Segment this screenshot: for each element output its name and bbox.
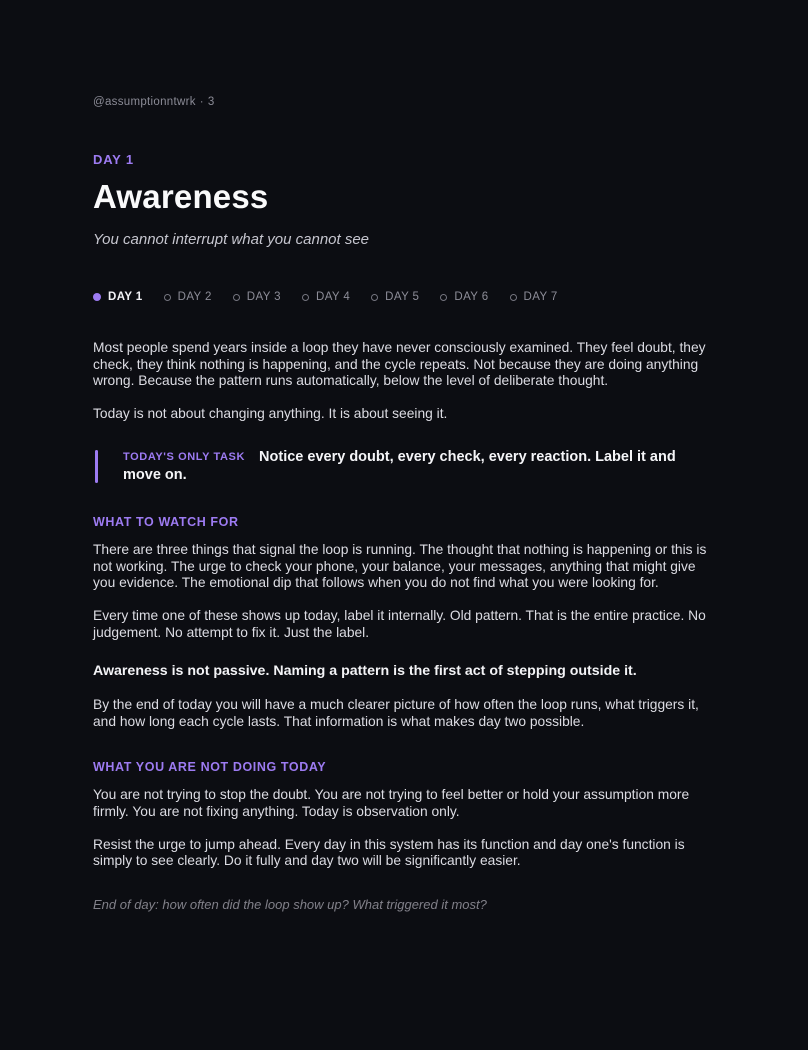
task-callout	[95, 448, 714, 485]
intro-paragraph-2: Today is not about changing anything. It is about seeing it.	[93, 406, 448, 422]
account-handle-row	[93, 96, 714, 108]
task-text	[98, 448, 714, 485]
day-dot-outline-icon	[440, 294, 447, 301]
watch-paragraph-1: There are three things that signal the loop is running. The thought that nothing is happening or this is not working. The urge to check your phone, your balance, your messages, anything that might give you evidence. The emotional dip that follows when you do not find what you were looking for.	[93, 541, 707, 591]
page-number: 3	[207, 96, 215, 108]
day-dot-filled-icon	[93, 293, 101, 301]
day-nav-label: DAY 3	[246, 291, 281, 303]
day-dot-outline-icon	[371, 294, 378, 301]
page-subtitle: You cannot interrupt what you cannot see	[93, 231, 370, 248]
day-nav-item-4[interactable]	[302, 291, 350, 303]
task-label: TODAY'S ONLY TASK	[123, 450, 246, 463]
day-dot-outline-icon	[233, 294, 240, 301]
emphasis-line: Awareness is not passive. Naming a pattern is the first act of stepping outside it.	[93, 663, 637, 680]
day-nav-label: DAY 5	[385, 291, 420, 303]
day-dot-outline-icon	[510, 294, 517, 301]
end-of-day-note: End of day: how often did the loop show up? What triggered it most?	[93, 897, 487, 913]
not-doing-paragraph-2: Resist the urge to jump ahead. Every day in this system has its function and day one's function is simply to see clearly. Do it fully and day two will be significantly easier.	[93, 836, 685, 869]
not-doing-paragraph-1: You are not trying to stop the doubt. You are not trying to feel better or hold your assumption more firmly. You are not fixing anything. Today is observation only.	[93, 787, 690, 820]
section-heading-watch: WHAT TO WATCH FOR	[93, 514, 239, 529]
day-nav-item-5[interactable]	[371, 291, 419, 303]
day-dot-outline-icon	[302, 294, 309, 301]
account-handle: @assumptionntwrk	[93, 96, 196, 108]
day-nav-item-2[interactable]	[164, 291, 212, 303]
day-nav-item-7[interactable]	[510, 291, 558, 303]
day-nav-label: DAY 4	[315, 291, 351, 303]
page-title: Awareness	[93, 178, 269, 215]
day-nav-item-6[interactable]	[440, 291, 488, 303]
day-dot-outline-icon	[164, 294, 171, 301]
day-nav-label: DAY 2	[177, 291, 212, 303]
section-heading-not-doing: WHAT YOU ARE NOT DOING TODAY	[93, 760, 327, 775]
day-nav-item-1[interactable]	[93, 291, 143, 303]
handle-separator: ·	[199, 96, 204, 108]
day-navigation	[93, 291, 714, 303]
day-nav-label: DAY 6	[454, 291, 489, 303]
watch-paragraph-2: Every time one of these shows up today, label it internally. Old pattern. That is the entire practice. No judgement. No attempt to fix it. Just the label.	[93, 607, 706, 640]
watch-paragraph-3: By the end of today you will have a much clearer picture of how often the loop runs, what triggers it, and how long each cycle lasts. That information is what makes day two possible.	[93, 697, 699, 729]
day-eyebrow: DAY 1	[93, 152, 134, 167]
day-nav-label: DAY 7	[523, 291, 558, 303]
intro-paragraph-1: Most people spend years inside a loop they have never consciously examined. They feel doubt, they check, they think nothing is happening, and the cycle repeats. Not because they are doing anything wrong. Because the pattern runs automatically, below the level of deliberate thought.	[93, 340, 706, 389]
task-body: Notice every doubt, every check, every reaction. Label it and move on.	[123, 448, 676, 484]
day-nav-label: DAY 1	[108, 291, 143, 303]
day-nav-item-3[interactable]	[233, 291, 281, 303]
body-copy	[93, 340, 714, 912]
